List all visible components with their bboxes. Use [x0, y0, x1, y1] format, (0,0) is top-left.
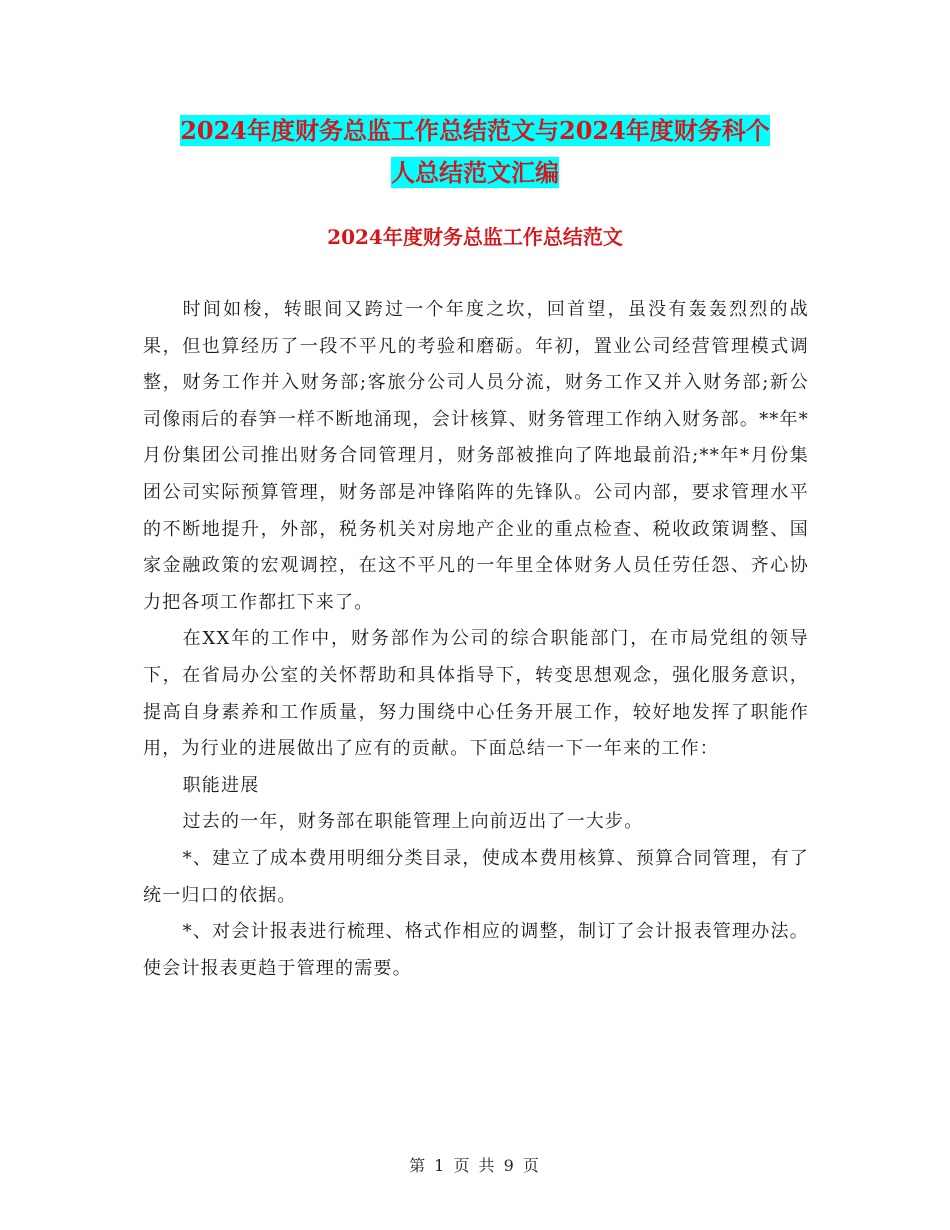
body-paragraph: *、对会计报表进行梳理、格式作相应的调整，制订了会计报表管理办法。使会计报表更趋于管理的需要。 — [143, 921, 809, 979]
page-footer: 第 1 页 共 9 页 — [409, 1156, 541, 1175]
body-paragraph: 职能进展 — [182, 774, 260, 796]
document-title-line-1 — [0, 116, 950, 146]
body-paragraph: 在XX年的工作中，财务部作为公司的综合职能部门，在市局党组的领导下，在省局办公室的关怀帮助和具体指导下，转变思想观念，强化服务意识，提高自身素养和工作质量，努力围绕中心任务开展工作，较好地发挥了职能作用，为行业的进展做出了应有的贡献。下面总结一下一年来的工作： — [143, 628, 809, 760]
body-paragraph: 时间如梭，转眼间又跨过一个年度之坎，回首望，虽没有轰轰烈烈的战果，但也算经历了一段不平凡的考验和磨砺。年初，置业公司经营管理模式调整，财务工作并入财务部;客旅分公司人员分流，财务工作又并入财务部;新公司像雨后的春笋一样不断地涌现，会计核算、财务管理工作纳入财务部。**年*月份集团公司推出财务合同管理月，财务部被推向了阵地最前沿;**年*月份集团公司实际预算管理，财务部是冲锋陷阵的先锋队。公司内部，要求管理水平的不断地提升，外部，税务机关对房地产企业的重点检查、税收政策调整、国家金融政策的宏观调控，在这不平凡的一年里全体财务人员任劳任怨、齐心协力把各项工作都扛下来了。 — [143, 299, 809, 613]
document-title-highlight: 2024年度财务总监工作总结范文与2024年度财务科个 — [180, 116, 770, 145]
document-title-highlight: 人总结范文汇编 — [391, 158, 559, 187]
section-title: 2024年度财务总监工作总结范文 — [327, 225, 623, 249]
document-title-line-2 — [0, 158, 950, 188]
body-paragraph: *、建立了成本费用明细分类目录，使成本费用核算、预算合同管理，有了统一归口的依据。 — [143, 847, 809, 906]
document-body — [143, 292, 809, 987]
body-paragraph: 过去的一年，财务部在职能管理上向前迈出了一大步。 — [182, 811, 644, 833]
